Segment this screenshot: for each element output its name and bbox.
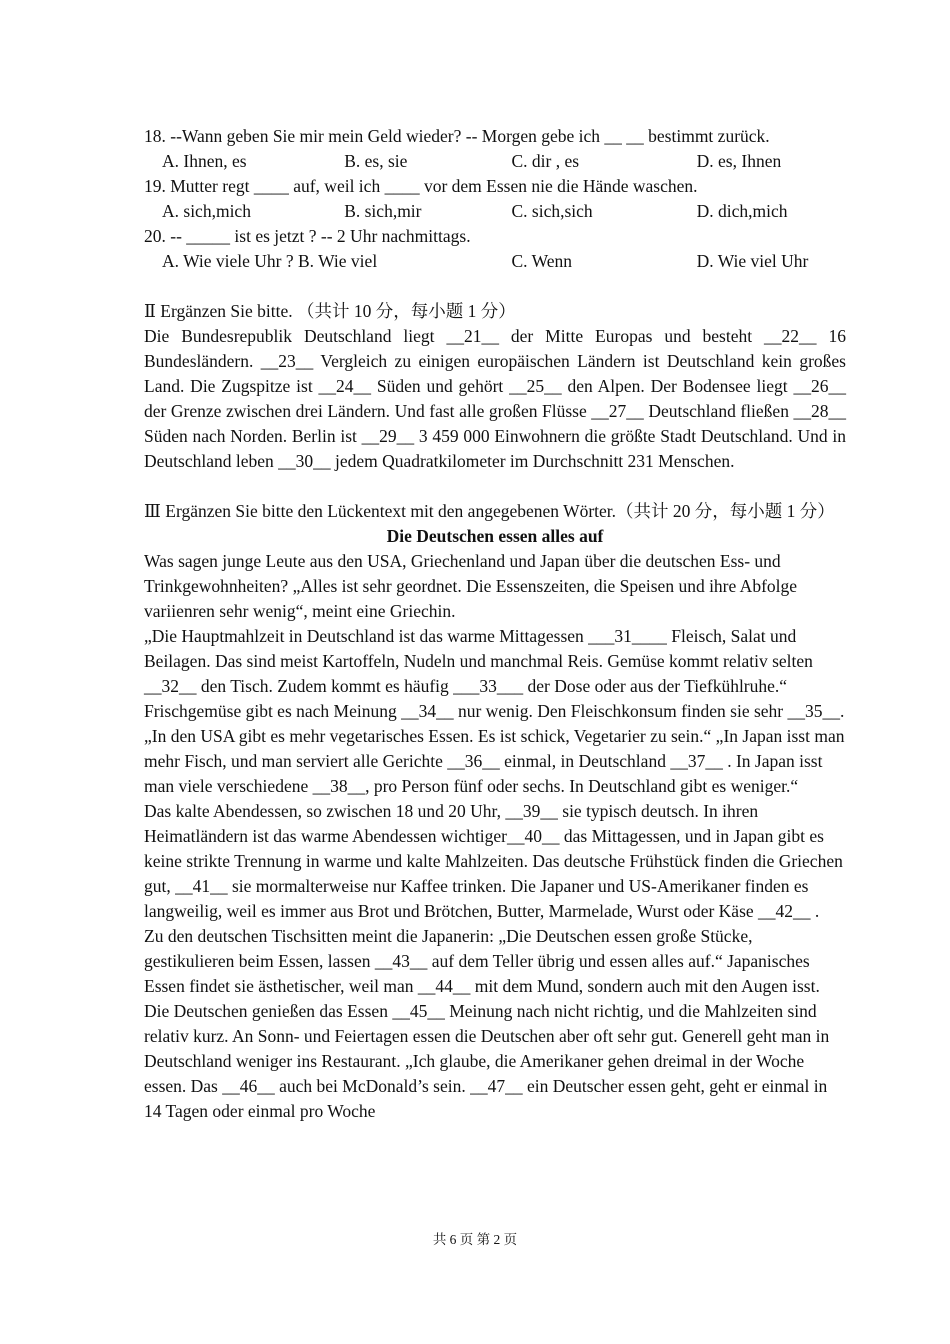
question-options: [144, 199, 846, 224]
option-c: C. Wenn: [511, 251, 572, 271]
section-2-text: Die Bundesrepublik Deutschland liegt __21__ der Mitte Europas und besteht __22__ 16 Bundesländern. __23__ Vergleich zu einigen europäischen Ländern ist Deutschland kein großes Land. Die Zugspitze ist __24__ Süden und gehört __25__ den Alpen. Der Bodensee liegt __26__ der Grenze zwischen drei Ländern. Und fast alle großen Flüsse __27__ Deutschland fließen __28__ Süden nach Norden. Berlin ist __29__ 3 459 000 Einwohnern die größte Stadt Deutschland. Und in Deutschland leben __30__ jedem Quadratkilometer im Durchschnitt 231 Menschen.: [144, 326, 846, 471]
question-options: [144, 149, 846, 174]
page-content: [144, 124, 846, 1124]
option-d: D. dich,mich: [696, 201, 788, 221]
question-stem: 20. -- _____ ist es jetzt ? -- 2 Uhr nachmittags.: [144, 226, 471, 246]
option-d: D. Wie viel Uhr: [696, 251, 809, 271]
question-stem: 19. Mutter regt ____ auf, weil ich ____ vor dem Essen nie die Hände waschen.: [144, 176, 698, 196]
question-stem: 18. --Wann geben Sie mir mein Geld wieder? -- Morgen gebe ich __ __ bestimmt zurück.: [144, 126, 770, 146]
option-a: A. sich,mich: [162, 201, 251, 221]
option-a: A. Ihnen, es: [162, 151, 247, 171]
option-a-b: A. Wie viele Uhr ? B. Wie viel: [162, 251, 378, 271]
question-18: [144, 124, 846, 174]
section-2-heading: Ⅱ Ergänzen Sie bitte. （共计 10 分，每小题 1 分）: [144, 301, 516, 321]
option-c: C. sich,sich: [511, 201, 593, 221]
option-d: D. es, Ihnen: [696, 151, 782, 171]
spacer: [144, 474, 846, 499]
page-footer: 共 6 页 第 2 页: [432, 1232, 518, 1247]
reading-paragraph: Was sagen junge Leute aus den USA, Griechenland und Japan über die deutschen Ess- und Trinkgewohnheiten? „Alles ist sehr geordnet. Die Essenszeiten, die Speisen und ihre Abfolge variienren sehr wenig“, meint eine Griechin.: [144, 551, 798, 621]
question-20: [144, 224, 846, 274]
option-c: C. dir , es: [511, 151, 580, 171]
section-3-heading: Ⅲ Ergänzen Sie bitte den Lückentext mit den angegebenen Wörter.（共计 20 分，每小题 1 分）: [144, 501, 835, 521]
section-3: [144, 499, 846, 1124]
question-options: [144, 249, 846, 274]
option-b: B. es, sie: [344, 151, 408, 171]
reading-title: Die Deutschen essen alles auf: [386, 526, 604, 546]
question-19: [144, 174, 846, 224]
reading-paragraph: Zu den deutschen Tischsitten meint die Japanerin: „Die Deutschen essen große Stücke, gestikulieren beim Essen, lassen __43__ auf dem Teller übrig und essen alles auf.“ Japanisches Essen findet sie ästhetischer, weil man __44__ mit dem Mund, sondern auch mit den Augen isst. Die Deutschen genießen das Essen __45__ Meinung nach nicht richtig, und die Mahlzeiten sind relativ kurz. An Sonn- und Feiertagen essen die Deutschen aber oft sehr gut. Generell geht man in Deutschland weniger ins Restaurant. „Ich glaube, die Amerikaner gehen dreimal in der Woche essen. Das __46__ auch bei McDonald’s sein. __47__ ein Deutscher essen geht, geht er einmal in 14 Tagen oder einmal pro Woche: [144, 926, 830, 1121]
reading-paragraph: Das kalte Abendessen, so zwischen 18 und 20 Uhr, __39__ sie typisch deutsch. In ihren Heimatländern ist das warme Abendessen wichtiger__40__ das Mittagessen, und in Japan gibt es keine strikte Trennung in warme und kalte Mahlzeiten. Das deutsche Frühstück finden die Griechen gut, __41__ sie mormalterweise nur Kaffee trinken. Die Japaner und US-Amerikaner finden es langweilig, weil es immer aus Brot und Brötchen, Butter, Marmelade, Wurst oder Käse __42__ .: [144, 801, 843, 921]
option-b: B. sich,mir: [344, 201, 422, 221]
reading-paragraph: „Die Hauptmahlzeit in Deutschland ist das warme Mittagessen ___31____ Fleisch, Salat und Beilagen. Das sind meist Kartoffeln, Nudeln und manchmal Reis. Gemüse kommt relativ selten __32__ den Tisch. Zudem kommt es häufig ___33___ der Dose oder aus der Tiefkühlruhe.“ Frischgemüse gibt es nach Meinung __34__ nur wenig. Den Fleischkonsum finden sie sehr __35__. „In den USA gibt es mehr vegetarisches Essen. Es ist schick, Vegetarier zu sein.“ „In Japan isst man mehr Fisch, und man serviert alle Gerichte __36__ einmal, in Deutschland __37__ . In Japan isst man viele verschiedene __38__, pro Person fünf oder sechs. In Deutschland gibt es weniger.“: [144, 626, 845, 796]
spacer: [144, 274, 846, 299]
section-2: [144, 299, 846, 474]
